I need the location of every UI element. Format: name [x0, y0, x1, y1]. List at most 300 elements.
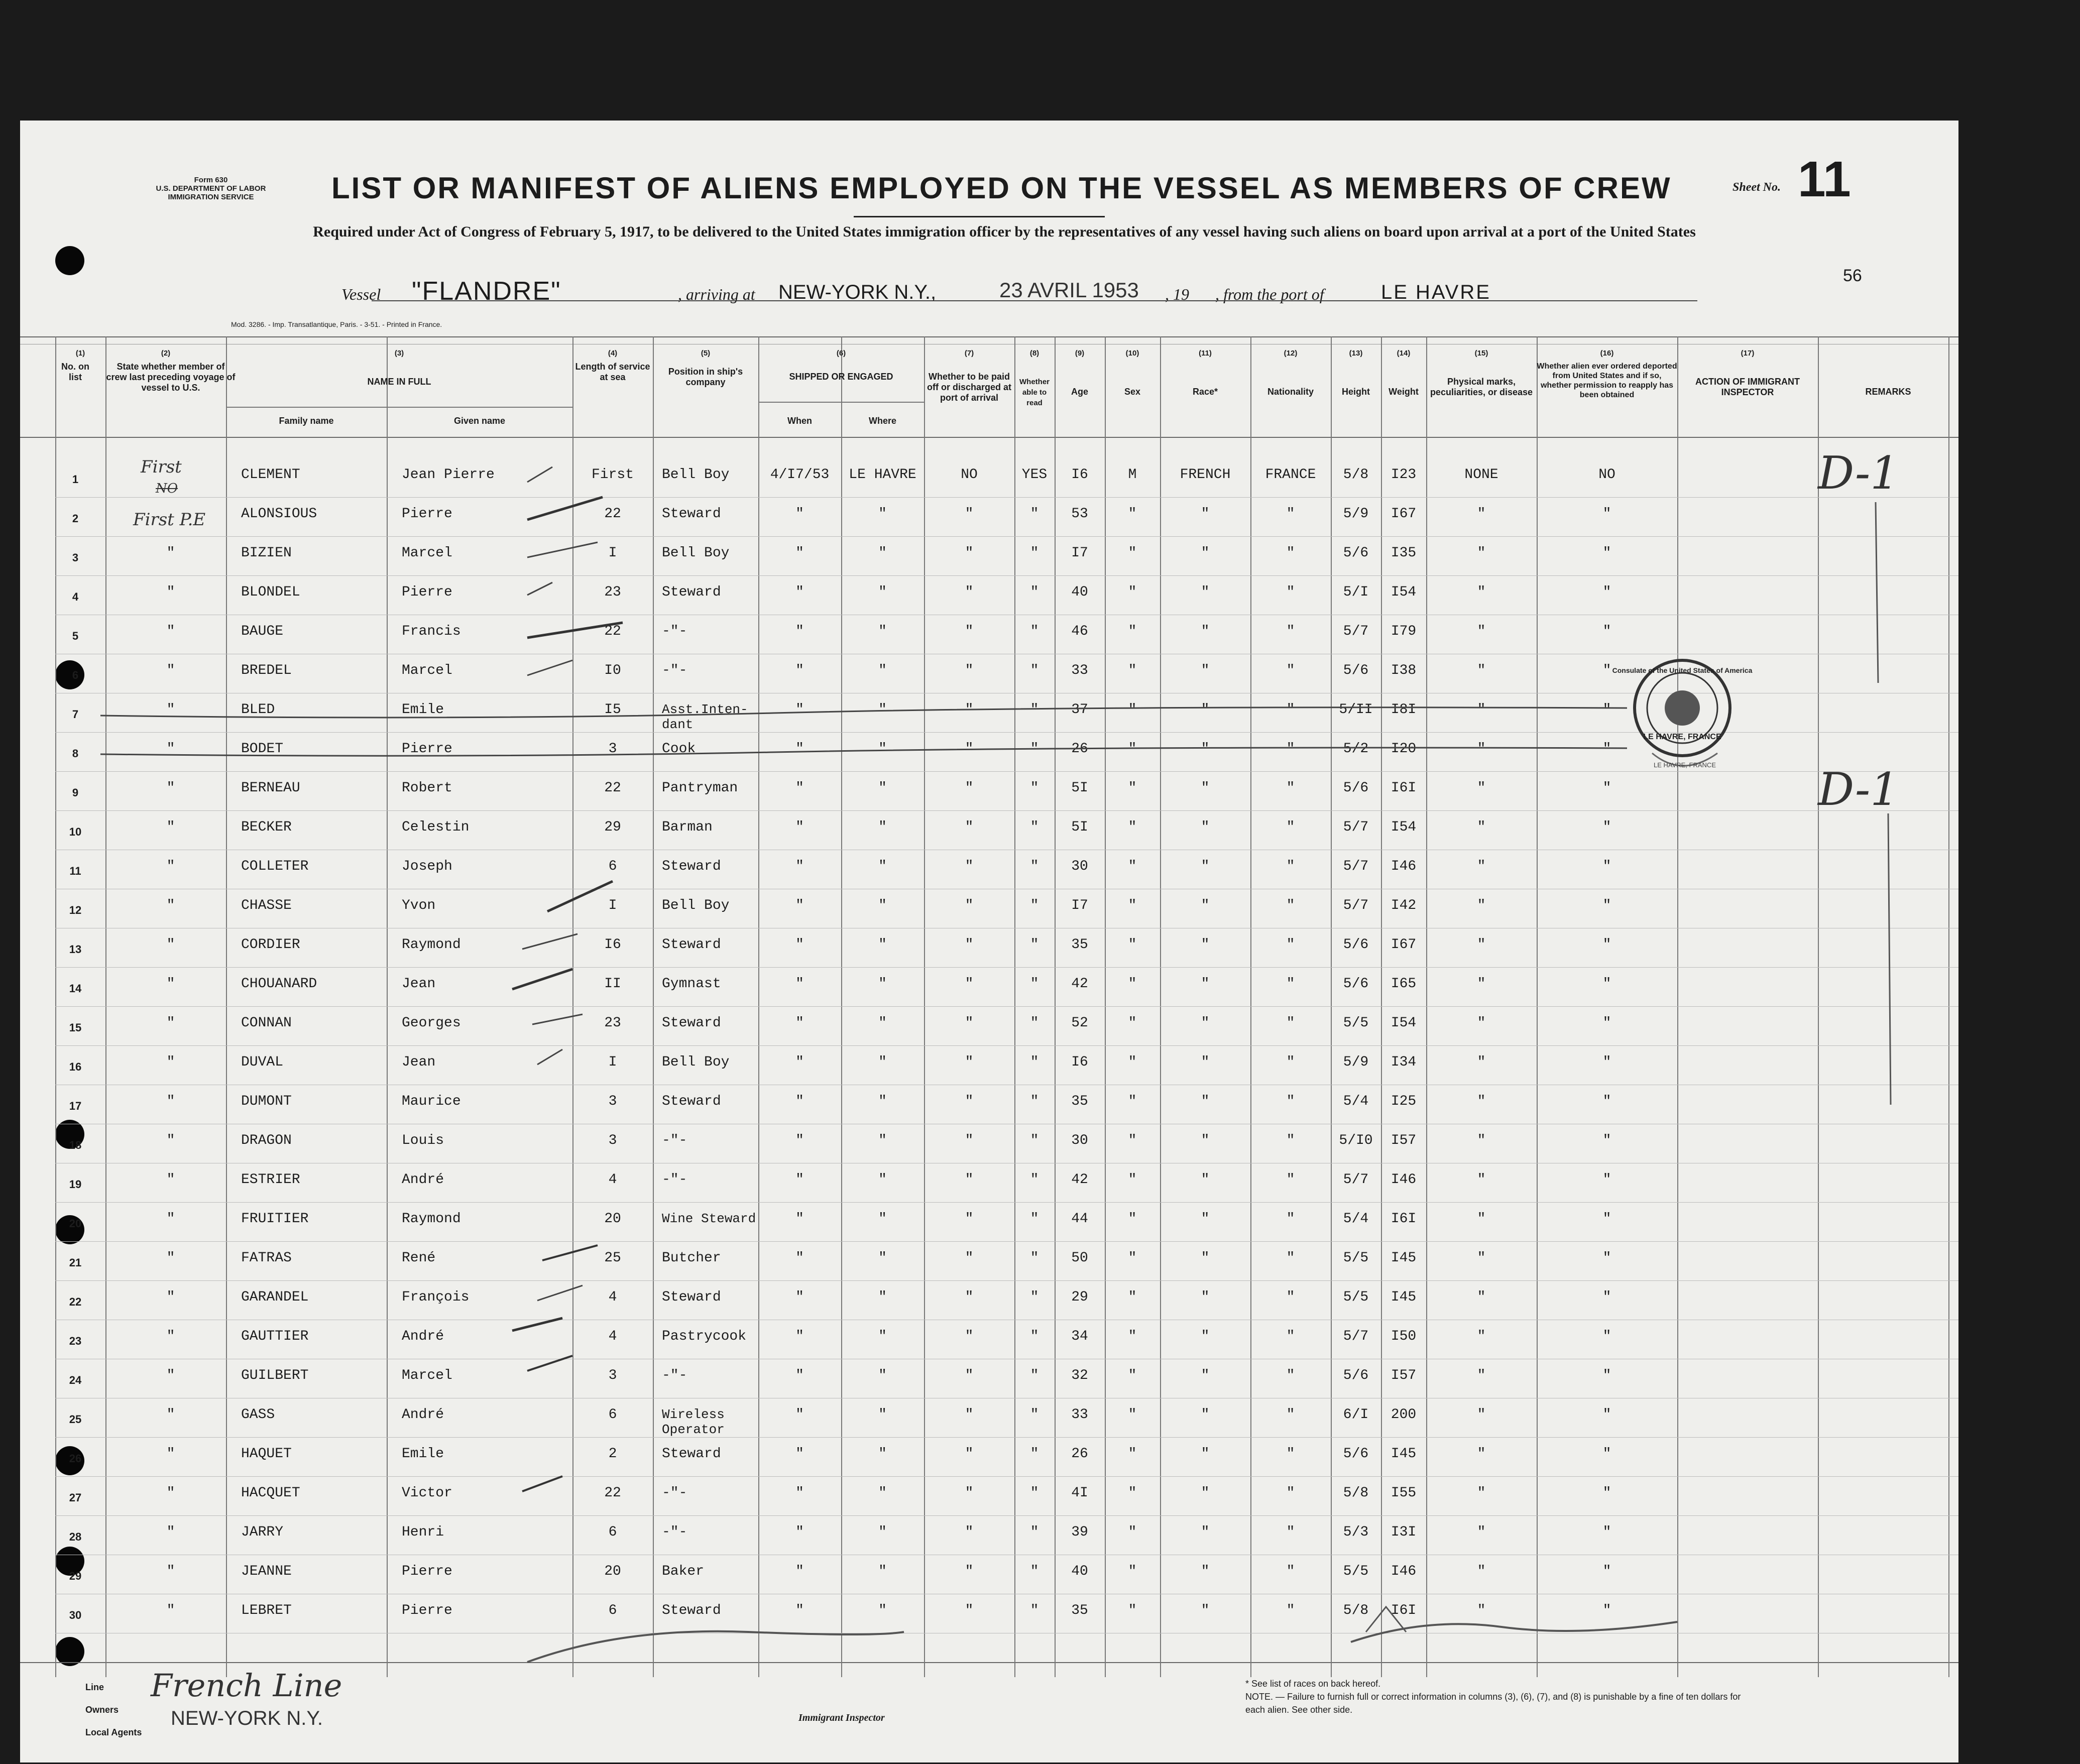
cell-race: "	[1201, 545, 1210, 561]
cell-weight: I57	[1391, 1133, 1417, 1148]
cell-weight: I20	[1391, 741, 1417, 757]
cell-service: 3	[608, 1368, 617, 1383]
row-number: 6	[72, 669, 79, 681]
arriving-label: , arriving at	[678, 285, 755, 303]
check-mark	[512, 1318, 562, 1331]
cell-sex: "	[1128, 1524, 1137, 1540]
cell-given: Jean	[402, 1054, 436, 1070]
cell-nationality: "	[1286, 1603, 1295, 1618]
cell-sex: "	[1128, 1094, 1137, 1109]
cell-nationality: "	[1286, 1368, 1295, 1383]
cell-race: "	[1201, 1054, 1210, 1070]
cell-age: I6	[1071, 1054, 1088, 1070]
cell-age: 44	[1071, 1211, 1088, 1227]
cell-where: "	[878, 1564, 887, 1579]
cell-given: François	[402, 1289, 470, 1305]
cell-when: "	[795, 1015, 804, 1031]
cell-marks: "	[1477, 1329, 1486, 1344]
check-mark	[527, 542, 598, 557]
cell-when: "	[795, 1564, 804, 1579]
cell-nationality: "	[1286, 506, 1295, 522]
cell-where: "	[878, 1524, 887, 1540]
cell-paid: "	[965, 702, 974, 718]
cell-paid: "	[965, 1211, 974, 1227]
cell-deported: "	[1602, 545, 1611, 561]
cell-sex: "	[1128, 1446, 1137, 1462]
cell-weight: I25	[1391, 1094, 1417, 1109]
cell-when: "	[795, 584, 804, 600]
cell-family: JEANNE	[241, 1564, 292, 1579]
cell-where: "	[878, 1368, 887, 1383]
cell-deported: "	[1602, 506, 1611, 522]
cell-height: 5/7	[1343, 898, 1369, 913]
header-position: Position in ship's company	[668, 367, 743, 387]
cell-height: 5/7	[1343, 859, 1369, 874]
cell-age: 29	[1071, 1289, 1088, 1305]
cell-weight: I67	[1391, 506, 1417, 522]
cell-race: "	[1201, 1524, 1210, 1540]
cell-nationality: "	[1286, 1446, 1295, 1462]
handwritten-first-row1: First	[141, 457, 182, 477]
cell-height: 5/9	[1343, 1054, 1369, 1070]
cell-given: Robert	[402, 780, 452, 796]
row-number: 24	[69, 1374, 82, 1386]
cell-prev: "	[166, 624, 175, 639]
cell-prev: "	[166, 1054, 175, 1070]
cell-service: 29	[604, 819, 621, 835]
cell-nationality: "	[1286, 702, 1295, 718]
cell-deported: "	[1602, 1094, 1611, 1109]
cell-sex: "	[1128, 1250, 1137, 1266]
cell-sex: "	[1128, 1485, 1137, 1501]
cell-family: BODET	[241, 741, 284, 757]
row-number: 30	[69, 1609, 82, 1621]
cell-given: André	[402, 1172, 444, 1188]
cell-weight: I6I	[1391, 1603, 1417, 1618]
cell-weight: I54	[1391, 819, 1417, 835]
cell-sex: "	[1128, 859, 1137, 874]
cell-marks: "	[1477, 624, 1486, 639]
cell-age: 32	[1071, 1368, 1088, 1383]
cell-age: 5I	[1071, 819, 1088, 835]
cell-race: "	[1201, 937, 1210, 953]
cell-when: "	[795, 1133, 804, 1148]
cell-race: "	[1201, 1564, 1210, 1579]
cell-read: "	[1030, 780, 1039, 796]
cell-deported: "	[1602, 702, 1611, 718]
cell-race: "	[1201, 1211, 1210, 1227]
strikethrough-row7	[100, 708, 1627, 718]
department-name: U.S. DEPARTMENT OF LABOR	[156, 184, 266, 193]
cell-read: "	[1030, 1564, 1039, 1579]
cell-family: DUVAL	[241, 1054, 284, 1070]
row-number: 10	[69, 826, 82, 838]
cell-family: CHASSE	[241, 898, 292, 913]
cell-weight: I65	[1391, 976, 1417, 992]
cell-when: "	[795, 1172, 804, 1188]
column-number: (12)	[1284, 349, 1298, 358]
cell-sex: "	[1128, 1172, 1137, 1188]
cell-family: FRUITIER	[241, 1211, 309, 1227]
remark-d1-top: D-1	[1818, 447, 1899, 500]
cell-prev: "	[166, 976, 175, 992]
cell-service: 23	[604, 584, 621, 600]
cell-marks: "	[1477, 506, 1486, 522]
cell-age: 50	[1071, 1250, 1088, 1266]
cell-deported: "	[1602, 1015, 1611, 1031]
row-number: 16	[69, 1061, 82, 1073]
cell-height: 5/4	[1343, 1094, 1369, 1109]
cell-deported: "	[1602, 1603, 1611, 1618]
cell-position: Bell Boy	[662, 1054, 730, 1070]
cell-weight: I3I	[1391, 1524, 1417, 1540]
cell-position: Bell Boy	[662, 545, 730, 561]
column-number: (8)	[1029, 349, 1039, 358]
cell-read: "	[1030, 702, 1039, 718]
cell-deported: "	[1602, 1524, 1611, 1540]
cell-prev: "	[166, 1172, 175, 1188]
cell-paid: "	[965, 898, 974, 913]
cell-prev: "	[166, 1289, 175, 1305]
cell-family: LEBRET	[241, 1603, 292, 1618]
cell-weight: I57	[1391, 1368, 1417, 1383]
cell-deported: "	[1602, 898, 1611, 913]
cell-where: "	[878, 545, 887, 561]
cell-read: "	[1030, 898, 1039, 913]
row-number: 19	[69, 1178, 82, 1191]
cell-marks: "	[1477, 1524, 1486, 1540]
cell-service: II	[604, 976, 621, 992]
cell-when: "	[795, 976, 804, 992]
cell-when: "	[795, 624, 804, 639]
cell-age: 46	[1071, 624, 1088, 639]
cell-marks: "	[1477, 584, 1486, 600]
check-mark	[542, 1245, 598, 1260]
cell-marks: "	[1477, 1094, 1486, 1109]
cell-paid: "	[965, 1054, 974, 1070]
cell-nationality: "	[1286, 741, 1295, 757]
cell-race: "	[1201, 1485, 1210, 1501]
cell-position: Steward	[662, 1015, 721, 1031]
header-sex: Sex	[1124, 387, 1141, 397]
check-mark	[532, 1014, 583, 1024]
header-length-of-service: Length of service at sea	[575, 362, 650, 382]
cell-height: 5/9	[1343, 506, 1369, 522]
cell-when: "	[795, 1250, 804, 1266]
cell-given: Raymond	[402, 937, 461, 953]
check-mark	[537, 1049, 562, 1065]
cell-position: Steward	[662, 1446, 721, 1462]
cell-read: "	[1030, 1133, 1039, 1148]
cell-family: CONNAN	[241, 1015, 292, 1031]
cell-deported: "	[1602, 859, 1611, 874]
printer-imprint: Mod. 3286. - Imp. Transatlantique, Paris. - 3-51. - Printed in France.	[231, 320, 442, 328]
cell-height: 5/5	[1343, 1250, 1369, 1266]
cell-sex: "	[1128, 1015, 1137, 1031]
check-mark	[522, 934, 577, 949]
cell-paid: "	[965, 1446, 974, 1462]
cell-marks: "	[1477, 898, 1486, 913]
check-mark	[527, 623, 623, 638]
cell-race: "	[1201, 976, 1210, 992]
cell-prev: "	[166, 584, 175, 600]
row-number: 11	[69, 865, 81, 877]
column-number: (7)	[964, 349, 974, 358]
cell-given: Celestin	[402, 819, 470, 835]
year-label: , 19	[1165, 285, 1189, 303]
cell-deported: "	[1602, 1564, 1611, 1579]
cell-marks: "	[1477, 1446, 1486, 1462]
cell-service: 20	[604, 1564, 621, 1579]
seal-lower-text: LE HAVRE, FRANCE	[1653, 761, 1716, 769]
cell-given: Maurice	[402, 1094, 461, 1109]
cell-where: "	[878, 859, 887, 874]
cell-nationality: FRANCE	[1265, 467, 1316, 483]
sheet-number: 11	[1798, 151, 1851, 207]
cell-paid: "	[965, 1407, 974, 1423]
cell-marks: "	[1477, 1289, 1486, 1305]
cell-height: 5/8	[1343, 1603, 1369, 1618]
seal-consulate-text: Consulate of the United States of America	[1612, 666, 1753, 674]
header-given-name: Given name	[453, 416, 506, 426]
cell-prev: "	[166, 859, 175, 874]
cell-height: 5/6	[1343, 663, 1369, 678]
cell-nationality: "	[1286, 1250, 1295, 1266]
consulate-seal	[1612, 653, 1753, 773]
check-mark	[527, 660, 572, 675]
cell-given: Marcel	[402, 663, 452, 678]
cell-service: 4	[608, 1172, 617, 1188]
cell-marks: "	[1477, 937, 1486, 953]
cell-position: -"-	[662, 624, 687, 639]
cell-position: -"-	[662, 1133, 687, 1148]
row-number: 8	[72, 747, 79, 760]
cell-where: "	[878, 663, 887, 678]
cell-paid: "	[965, 1172, 974, 1188]
header-where: Where	[868, 416, 896, 426]
cell-where: "	[878, 506, 887, 522]
cell-family: BECKER	[241, 819, 292, 835]
cell-height: 5/6	[1343, 780, 1369, 796]
cell-position: Steward	[662, 506, 721, 522]
cell-paid: "	[965, 1485, 974, 1501]
cell-where: "	[878, 741, 887, 757]
cell-where: "	[878, 1446, 887, 1462]
line-label: Line	[85, 1682, 104, 1692]
cell-where: "	[878, 1603, 887, 1618]
cell-age: 52	[1071, 1015, 1088, 1031]
cell-read: "	[1030, 819, 1039, 835]
cell-family: DUMONT	[241, 1094, 292, 1109]
remark-bracket-line-1	[1876, 502, 1878, 683]
cell-read: "	[1030, 584, 1039, 600]
cell-weight: I46	[1391, 1172, 1417, 1188]
cell-service: 3	[608, 741, 617, 757]
cell-deported: "	[1602, 584, 1611, 600]
remark-d1-mid: D-1	[1818, 763, 1899, 816]
check-mark	[527, 1356, 572, 1371]
owners-label: Owners	[85, 1705, 119, 1715]
cell-sex: "	[1128, 1133, 1137, 1148]
cell-weight: I8I	[1391, 702, 1417, 718]
cell-paid: "	[965, 1368, 974, 1383]
cell-read: "	[1030, 1172, 1039, 1188]
cell-age: 53	[1071, 506, 1088, 522]
cell-race: "	[1201, 1250, 1210, 1266]
cell-height: 5/5	[1343, 1015, 1369, 1031]
cell-deported: "	[1602, 976, 1611, 992]
cell-deported: "	[1602, 1054, 1611, 1070]
cell-given: René	[402, 1250, 436, 1266]
cell-where: "	[878, 1211, 887, 1227]
cell-nationality: "	[1286, 819, 1295, 835]
cell-nationality: "	[1286, 1329, 1295, 1344]
cell-marks: "	[1477, 1172, 1486, 1188]
cell-deported: "	[1602, 1485, 1611, 1501]
cell-nationality: "	[1286, 976, 1295, 992]
row-number: 3	[72, 551, 79, 564]
cell-when: "	[795, 1524, 804, 1540]
cell-prev: "	[166, 1446, 175, 1462]
cell-read: "	[1030, 1211, 1039, 1227]
cell-race: "	[1201, 1603, 1210, 1618]
cell-nationality: "	[1286, 1172, 1295, 1188]
cell-when: "	[795, 1446, 804, 1462]
cell-nationality: "	[1286, 1054, 1295, 1070]
cell-race: FRENCH	[1180, 467, 1231, 483]
cell-service: First	[591, 467, 634, 483]
owners-value: NEW-YORK N.Y.	[171, 1707, 323, 1729]
column-number: (3)	[394, 349, 404, 358]
signature-scrawl	[527, 1631, 904, 1662]
cell-weight: I50	[1391, 1329, 1417, 1344]
cell-family: CORDIER	[241, 937, 300, 953]
cell-height: 5/4	[1343, 1211, 1369, 1227]
cell-given: Henri	[402, 1524, 444, 1540]
cell-service: 4	[608, 1289, 617, 1305]
cell-service: I	[608, 1054, 617, 1070]
page-title: LIST OR MANIFEST OF ALIENS EMPLOYED ON THE VESSEL AS MEMBERS OF CREW	[331, 171, 1672, 205]
cell-weight: I79	[1391, 624, 1417, 639]
line-value: French Line	[151, 1667, 342, 1704]
cell-weight: I67	[1391, 937, 1417, 953]
cell-where: "	[878, 1485, 887, 1501]
cell-service: 4	[608, 1329, 617, 1344]
cell-given: Pierre	[402, 1564, 452, 1579]
cell-where: "	[878, 1094, 887, 1109]
cell-weight: I54	[1391, 1015, 1417, 1031]
cell-when: "	[795, 702, 804, 718]
cell-paid: "	[965, 1564, 974, 1579]
row-number: 14	[69, 982, 82, 995]
cell-read: "	[1030, 976, 1039, 992]
cell-position: -"-	[662, 1485, 687, 1501]
header-race: Race*	[1192, 387, 1218, 397]
header-age: Age	[1071, 387, 1088, 397]
cell-read: "	[1030, 741, 1039, 757]
cell-height: 6/I	[1343, 1407, 1369, 1423]
cell-nationality: "	[1286, 1407, 1295, 1423]
cell-nationality: "	[1286, 545, 1295, 561]
check-mark	[527, 497, 603, 520]
cell-position: Cook	[662, 741, 696, 757]
cell-position: -"-	[662, 1368, 687, 1383]
cell-deported: "	[1602, 1407, 1611, 1423]
cell-sex: "	[1128, 1211, 1137, 1227]
cell-race: "	[1201, 859, 1210, 874]
cell-position: Steward	[662, 584, 721, 600]
column-number: (11)	[1199, 349, 1212, 358]
vessel-name: "FLANDRE"	[412, 277, 561, 306]
cell-family: BIZIEN	[241, 545, 292, 561]
cell-given: Emile	[402, 1446, 444, 1462]
cell-where: "	[878, 624, 887, 639]
cell-when: "	[795, 1054, 804, 1070]
cell-weight: I45	[1391, 1250, 1417, 1266]
cell-when: "	[795, 937, 804, 953]
cell-race: "	[1201, 741, 1210, 757]
cell-read: "	[1030, 1289, 1039, 1305]
cell-weight: I6I	[1391, 780, 1417, 796]
cell-prev: "	[166, 663, 175, 678]
cell-given: Pierre	[402, 506, 452, 522]
cell-deported: "	[1602, 1250, 1611, 1266]
cell-paid: "	[965, 1524, 974, 1540]
cell-service: I	[608, 898, 617, 913]
row-number: 25	[69, 1413, 82, 1426]
cell-marks: "	[1477, 1015, 1486, 1031]
cell-where: "	[878, 1329, 887, 1344]
cell-service: 6	[608, 859, 617, 874]
cell-sex: "	[1128, 780, 1137, 796]
row-number: 2	[72, 512, 79, 525]
cell-sex: "	[1128, 1054, 1137, 1070]
cell-prev: "	[166, 780, 175, 796]
cell-nationality: "	[1286, 624, 1295, 639]
cell-sex: "	[1128, 1407, 1137, 1423]
vessel-label: Vessel	[341, 285, 381, 303]
header-paid-off: Whether to be paid off or discharged at port of arrival	[927, 372, 1012, 403]
check-mark	[537, 1285, 583, 1301]
cell-when: "	[795, 506, 804, 522]
cell-paid: "	[965, 859, 974, 874]
cell-height: 5/7	[1343, 819, 1369, 835]
cell-weight: I54	[1391, 584, 1417, 600]
header-shipped-or-engaged: SHIPPED OR ENGAGED	[789, 372, 893, 382]
cell-race: "	[1201, 1368, 1210, 1383]
header-family-name: Family name	[279, 416, 334, 426]
cell-position: Baker	[662, 1564, 705, 1579]
cell-read: "	[1030, 1368, 1039, 1383]
arrival-port: NEW-YORK N.Y.,	[778, 281, 937, 303]
cell-position: -"-	[662, 663, 687, 678]
cell-race: "	[1201, 1329, 1210, 1344]
cell-family: ALONSIOUS	[241, 506, 317, 522]
cell-age: 42	[1071, 1172, 1088, 1188]
cell-service: 2	[608, 1446, 617, 1462]
cell-race: "	[1201, 1172, 1210, 1188]
cell-position: Steward	[662, 937, 721, 953]
cell-marks: "	[1477, 545, 1486, 561]
cell-read: YES	[1021, 467, 1048, 483]
cell-height: 5/7	[1343, 624, 1369, 639]
cell-service: 3	[608, 1094, 617, 1109]
cell-family: COLLETER	[241, 859, 309, 874]
cell-position: Steward	[662, 1094, 721, 1109]
header-name-in-full: NAME IN FULL	[367, 377, 431, 387]
cell-sex: "	[1128, 506, 1137, 522]
cell-race: "	[1201, 506, 1210, 522]
